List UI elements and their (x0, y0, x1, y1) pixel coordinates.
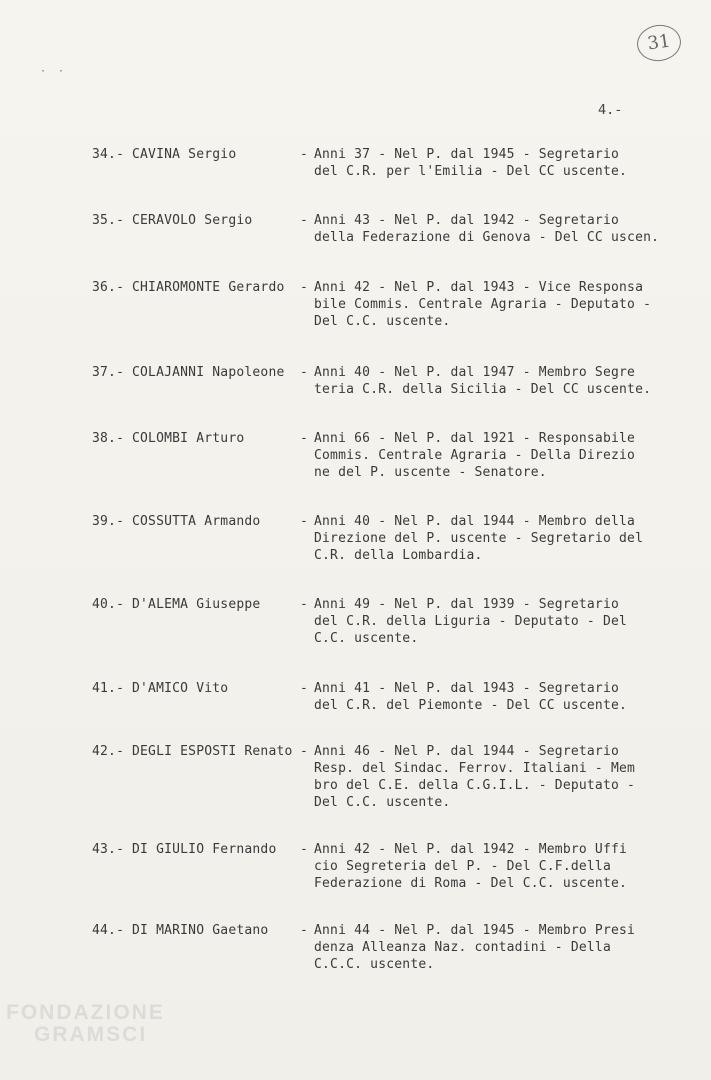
description-line: Commis. Centrale Agraria - Della Direzio (314, 448, 636, 463)
description-line: del C.R. della Liguria - Deputato - Del (314, 614, 628, 629)
entry-number: 43.- (92, 842, 125, 857)
entry-name: DI GIULIO Fernando (132, 842, 277, 857)
description-line: bro del C.E. della C.G.I.L. - Deputato - (314, 778, 636, 793)
entry-description (314, 841, 682, 892)
entry-name: COSSUTTA Armando (132, 514, 261, 529)
entry-number: 39.- (92, 514, 125, 529)
entry-dash: - (300, 365, 309, 380)
entry-dash: - (300, 842, 309, 857)
entry-number: 38.- (92, 431, 125, 446)
description-line: Anni 40 - Nel P. dal 1944 - Membro della (314, 514, 636, 529)
entry-name: D'AMICO Vito (132, 681, 229, 696)
entry-description (314, 680, 682, 714)
entry-dash: - (300, 431, 309, 446)
entry-dash: - (300, 213, 309, 228)
entry-name: CAVINA Sergio (132, 147, 237, 162)
entry-description (314, 146, 682, 180)
entry-dash: - (300, 923, 309, 938)
entry-name: COLAJANNI Napoleone (132, 365, 285, 380)
entry-dash: - (300, 744, 309, 759)
entry-description (314, 430, 682, 481)
entry-description (314, 743, 682, 811)
description-line: C.C. uscente. (314, 631, 419, 646)
entry-dash: - (300, 280, 309, 295)
entry-number: 42.- (92, 744, 125, 759)
entry-description (314, 513, 682, 564)
entry-description (314, 922, 682, 973)
description-line: Anni 44 - Nel P. dal 1945 - Membro Presi (314, 923, 636, 938)
watermark-line-1: FONDAZIONE (6, 1001, 165, 1024)
description-line: Anni 42 - Nel P. dal 1942 - Membro Uffi (314, 842, 628, 857)
entry-name: CHIAROMONTE Gerardo (132, 280, 285, 295)
description-line: C.R. della Lombardia. (314, 548, 483, 563)
entry-dash: - (300, 681, 309, 696)
description-line: del C.R. del Piemonte - Del CC uscente. (314, 698, 628, 713)
entry-number: 34.- (92, 147, 125, 162)
watermark-line-2: GRAMSCI (34, 1023, 148, 1046)
entry-dash: - (300, 597, 309, 612)
handwritten-page-number: 31 (635, 22, 684, 64)
entry-number: 35.- (92, 213, 125, 228)
description-line: Resp. del Sindac. Ferrov. Italiani - Mem (314, 761, 636, 776)
description-line: Del C.C. uscente. (314, 314, 451, 329)
watermark-logo (6, 1002, 165, 1046)
description-line: Anni 43 - Nel P. dal 1942 - Segretario (314, 213, 620, 228)
description-line: teria C.R. della Sicilia - Del CC uscente. (314, 382, 652, 397)
description-line: cio Segreteria del P. - Del C.F.della (314, 859, 611, 874)
stray-mark: · · (40, 66, 65, 77)
entry-number: 41.- (92, 681, 125, 696)
description-line: della Federazione di Genova - Del CC uscen. (314, 230, 660, 245)
description-line: Del C.C. uscente. (314, 795, 451, 810)
description-line: Anni 46 - Nel P. dal 1944 - Segretario (314, 744, 620, 759)
entry-number: 37.- (92, 365, 125, 380)
description-line: denza Alleanza Naz. contadini - Della (314, 940, 611, 955)
entry-description (314, 279, 682, 330)
entry-dash: - (300, 514, 309, 529)
entry-number: 36.- (92, 280, 125, 295)
entry-name: COLOMBI Arturo (132, 431, 245, 446)
description-line: Anni 49 - Nel P. dal 1939 - Segretario (314, 597, 620, 612)
entry-description (314, 596, 682, 647)
description-line: Anni 42 - Nel P. dal 1943 - Vice Responsa (314, 280, 644, 295)
description-line: Federazione di Roma - Del C.C. uscente. (314, 876, 628, 891)
description-line: C.C.C. uscente. (314, 957, 435, 972)
page-number: 4.- (598, 102, 623, 118)
description-line: bile Commis. Centrale Agraria - Deputato - (314, 297, 652, 312)
description-line: Anni 66 - Nel P. dal 1921 - Responsabile (314, 431, 636, 446)
description-line: del C.R. per l'Emilia - Del CC uscente. (314, 164, 628, 179)
description-line: Direzione del P. uscente - Segretario del (314, 531, 644, 546)
entry-description (314, 364, 682, 398)
entry-description (314, 212, 682, 246)
entry-name: DEGLI ESPOSTI Renato (132, 744, 293, 759)
description-line: Anni 40 - Nel P. dal 1947 - Membro Segre (314, 365, 636, 380)
entry-dash: - (300, 147, 309, 162)
description-line: Anni 41 - Nel P. dal 1943 - Segretario (314, 681, 620, 696)
entry-number: 44.- (92, 923, 125, 938)
entry-name: CERAVOLO Sergio (132, 213, 253, 228)
entry-number: 40.- (92, 597, 125, 612)
entry-name: DI MARINO Gaetano (132, 923, 269, 938)
description-line: ne del P. uscente - Senatore. (314, 465, 547, 480)
entry-name: D'ALEMA Giuseppe (132, 597, 261, 612)
description-line: Anni 37 - Nel P. dal 1945 - Segretario (314, 147, 620, 162)
